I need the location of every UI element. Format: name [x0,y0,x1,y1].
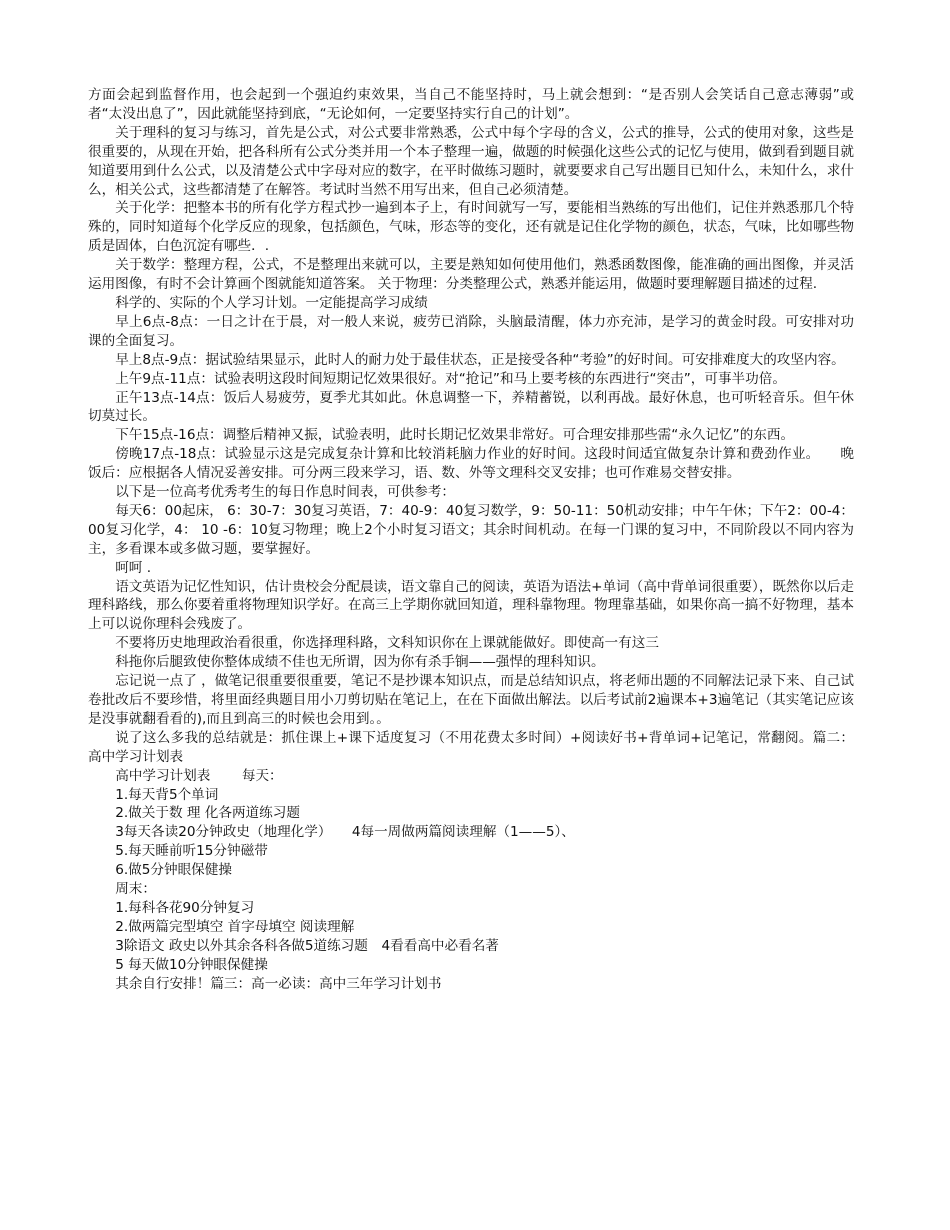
paragraph: 说了这么多我的总结就是：抓住课上+课下适度复习（不用花费太多时间）+阅读好书+背单词+记笔记，常翻阅。篇二：高中学习计划表 [88,729,854,765]
paragraph: 科拖你后腿致使你整体成绩不佳也无所谓，因为你有杀手锏——强悍的理科知识。 [115,654,605,671]
paragraph: 早上8点-9点：据试验结果显示，此时人的耐力处于最佳状态，正是接受各种“考验”的好时间。可安排难度大的攻坚内容。 [115,351,845,368]
paragraph: 语文英语为记忆性知识，估计贵校会分配晨读，语文靠自己的阅读，英语为语法+单词（高中背单词很重要），既然你以后走理科路线，那么你要着重将物理知识学好。在高三上学期你就回知道，理科靠物理。物理靠基础，如果你高一搞不好物理，基本上可以说你理科会残废了。 [88,578,854,633]
paragraph: 以下是一位高考优秀考生的每日作息时间表，可供参考： [115,484,456,501]
paragraph: 不要将历史地理政治看很重，你选择理科路，文科知识你在上课就能做好。即使高一有这三 [115,635,659,652]
paragraph: 上午9点-11点：试验表明这段时间短期记忆效果很好。对“抢记”和马上要考核的东西进行“突击”，可事半功倍。 [115,370,786,387]
paragraph: 科学的、实际的个人学习计划。一定能提高学习成绩 [115,294,428,311]
list-item: 6.做5分钟眼保健操 [115,862,232,879]
paragraph: 傍晚17点-18点：试验显示这是完成复杂计算和比较消耗脑力作业的好时间。这段时间适宜做复杂计算和费劲作业。 晚饭后：应根据各人情况妥善安排。可分两三段来学习，语、数、外等文理科交叉安排；也可作难易交替安排。 [88,446,854,482]
paragraph: 方面会起到监督作用，也会起到一个强迫约束效果，当自己不能坚持时，马上就会想到：“是否别人会笑话自己意志薄弱”或者“太没出息了”，因此就能坚持到底，“无论如何，一定要坚持实行自己的计划”。 [88,87,854,122]
paragraph: 忘记说一点了 ，做笔记很重要很重要，笔记不是抄课本知识点，而是总结知识点，将老师出题的不同解法记录下来、自己试卷批改后不要珍惜，将里面经典题目用小刀剪切贴在笔记上，在在下面做出解法。以后考试前2遍课本+3遍笔记（其实笔记应该是没事就翻看看的),而且到高三的时候也会用到。。 [88,673,854,727]
paragraph: 关于化学：把整本书的所有化学方程式抄一遍到本子上，有时间就写一写，要能相当熟练的写出他们，记住并熟悉那几个特殊的，同时知道每个化学反应的现象，包括颜色，气味，形态等的变化，还有就是记住化学物的颜色，状态，气味，比如哪些物质是固体，白色沉淀有哪些．. [88,200,854,255]
list-item: 5.每天睡前听15分钟磁带 [115,843,268,860]
document-body [88,86,854,994]
paragraph: 关于数学：整理方程，公式，不是整理出来就可以，主要是熟知如何使用他们，熟悉函数图像，能准确的画出图像，并灵活运用图像，有时不会计算画个图就能知道答案。 关于物理：分类整理公式，熟悉并能运用，做题时要理解题目描述的过程. [88,257,854,293]
list-item: 周末： [115,881,156,898]
paragraph: 正午13点-14点：饭后人易疲劳，夏季尤其如此。休息调整一下，养精蓄锐，以利再战。最好休息，也可听轻音乐。但午休切莫过长。 [88,389,854,425]
list-item: 3除语文 政史以外其余各科各做5道练习题 4看看高中必看名著 [115,937,499,954]
list-item: 1.每天背5个单词 [115,786,219,803]
list-item: 3每天各读20分钟政史（地理化学） 4每一周做两篇阅读理解（1——5）、 [115,824,575,841]
paragraph: 呵呵 . [115,559,152,576]
paragraph: 每天6：00起床， 6：30-7：30复习英语，7：40-9：40复习数学，9：50-11：50机动安排；中午午休；下午2：00-4：00复习化学，4： 10 -6：10复习物理；晚上2个小时复习语文；其余时间机动。在每一门课的复习中，不同阶段以不同内容为主，多看课本或多做习题，要掌握好。 [88,502,854,557]
paragraph: 早上6点-8点：一日之计在于晨，对一般人来说，疲劳已消除，头脑最清醒，体力亦充沛，是学习的黄金时段。可安排对功课的全面复习。 [88,313,854,349]
paragraph: 关于理科的复习与练习，首先是公式，对公式要非常熟悉，公式中每个字母的含义，公式的推导，公式的使用对象，这些是很重要的，从现在开始，把各科所有公式分类并用一个本子整理一遍，做题的时候强化这些公式的记忆与使用，做到看到题目就知道要用到什么公式，以及清楚公式中字母对应的数字，在平时做练习题时，就要要求自己写出题目已知什么，未知什么，求什么，相关公式，这些都清楚了在解答。考试时当然不用写出来，但自己必须清楚。 [88,124,854,198]
list-item: 高中学习计划表 每天： [115,767,283,784]
list-item: 其余自行安排！篇三：高一必读：高中三年学习计划书 [115,975,442,992]
list-item: 5 每天做10分钟眼保健操 [115,956,268,973]
paragraph: 下午15点-16点：调整后精神又振，试验表明，此时长期记忆效果非常好。可合理安排那些需“永久记忆”的东西。 [115,427,795,444]
list-item: 1.每科各花90分钟复习 [115,899,255,916]
list-item: 2.做关于数 理 化各两道练习题 [115,805,300,822]
list-item: 2.做两篇完型填空 首字母填空 阅读理解 [115,918,355,935]
